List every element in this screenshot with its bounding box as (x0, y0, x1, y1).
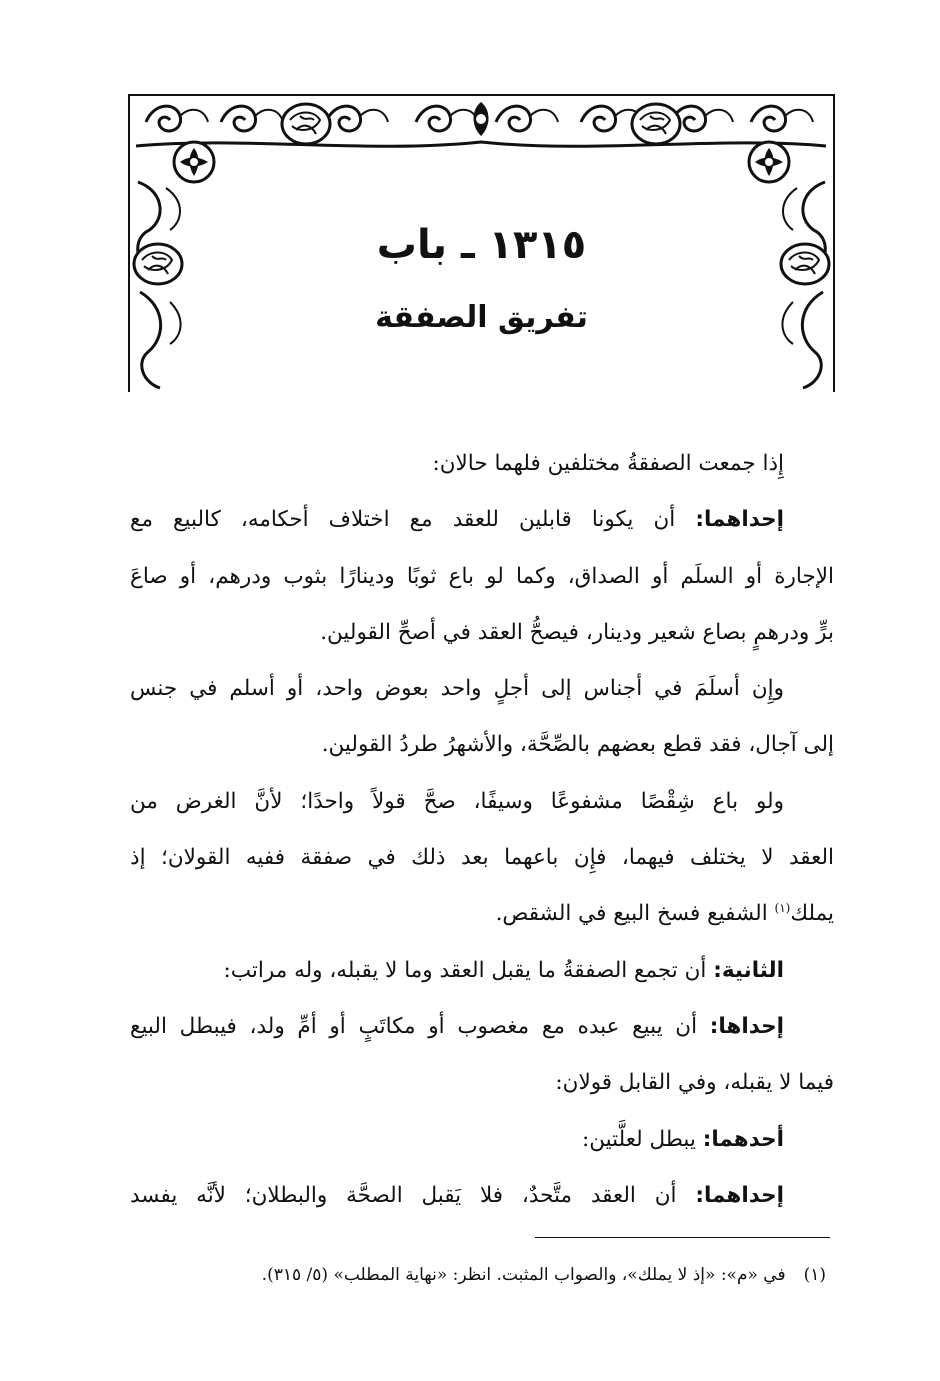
footnote-divider (535, 1237, 830, 1238)
text-line: وإِن أسلَمَ في أجناس إلى أجلٍ واحد بعوض واحد، أو أسلم في جنس (130, 676, 784, 702)
text-line: ولو باع شِقْصًا مشفوعًا وسيفًا، صحَّ قولاً واحدًا؛ لأنَّ الغرض من (130, 788, 784, 814)
text-line: العقد لا يختلف فيهما، فإِن باعهما بعد ذلك في صفقة ففيه القولان؛ إذ (130, 845, 834, 871)
lead-word: إحداهما: (695, 507, 784, 533)
lead-word: إحداهما: (695, 1182, 784, 1208)
text-line: الثانية: أن تجمع الصفقةُ ما يقبل العقد وما لا يقبله، وله مراتب: (223, 957, 784, 983)
body-text (130, 436, 834, 1224)
text-line: إحداهما: أن العقد متَّحدٌ، فلا يَقبل الصحَّة والبطلان؛ لأنَّه يفسد (130, 1182, 784, 1208)
heading (126, 215, 837, 343)
footnote (130, 1255, 834, 1295)
text-line: برٍّ ودرهمٍ بصاع شعير ودينار، فيصحُّ العقد في أصحِّ القولين. (320, 619, 834, 645)
text-line: فيما لا يقبله، وفي القابل قولان: (555, 1070, 834, 1096)
lead-word: أحدهما: (702, 1126, 784, 1152)
footnote-number: (١) (803, 1265, 826, 1285)
section-title: تفريق الصفقة (375, 300, 588, 335)
footnote-text: في «م»: «إذ لا يملك»، والصواب المثبت. انظر: «نهاية المطلب» (٥/ ٣١٥). (261, 1265, 786, 1285)
text-line: الإجارة أو السلَم أو الصداق، وكما لو باع ثوبًا ودينارًا بثوب ودرهم، أو صاعَ (130, 563, 834, 589)
text-line: يملك$^{(١)}$ الشفيع فسخ البيع في الشقص. (495, 901, 834, 927)
text-line: إحداهما: أن يكونا قابلين للعقد مع اختلاف أحكامه، كالبيع مع (130, 507, 784, 533)
text-line: إلى آجال، فقد قطع بعضهم بالصِّحَّة، والأشهرُ طردُ القولين. (321, 732, 834, 758)
text-line: أحدهما: يبطل لعلَّتين: (582, 1126, 784, 1152)
footnote-ref[interactable]: (١) (774, 901, 791, 916)
text-line: إِذا جمعت الصفقةُ مختلفين فلهما حالان: (432, 451, 784, 476)
chapter-title: ١٣١٥ ـ باب (376, 222, 587, 268)
text-line: إحداها: أن يبيع عبده مع مغصوب أو مكاتَبٍ أو أمِّ ولد، فيبطل البيع (130, 1013, 784, 1039)
lead-word: الثانية: (713, 957, 784, 983)
lead-word: إحداها: (709, 1013, 784, 1039)
